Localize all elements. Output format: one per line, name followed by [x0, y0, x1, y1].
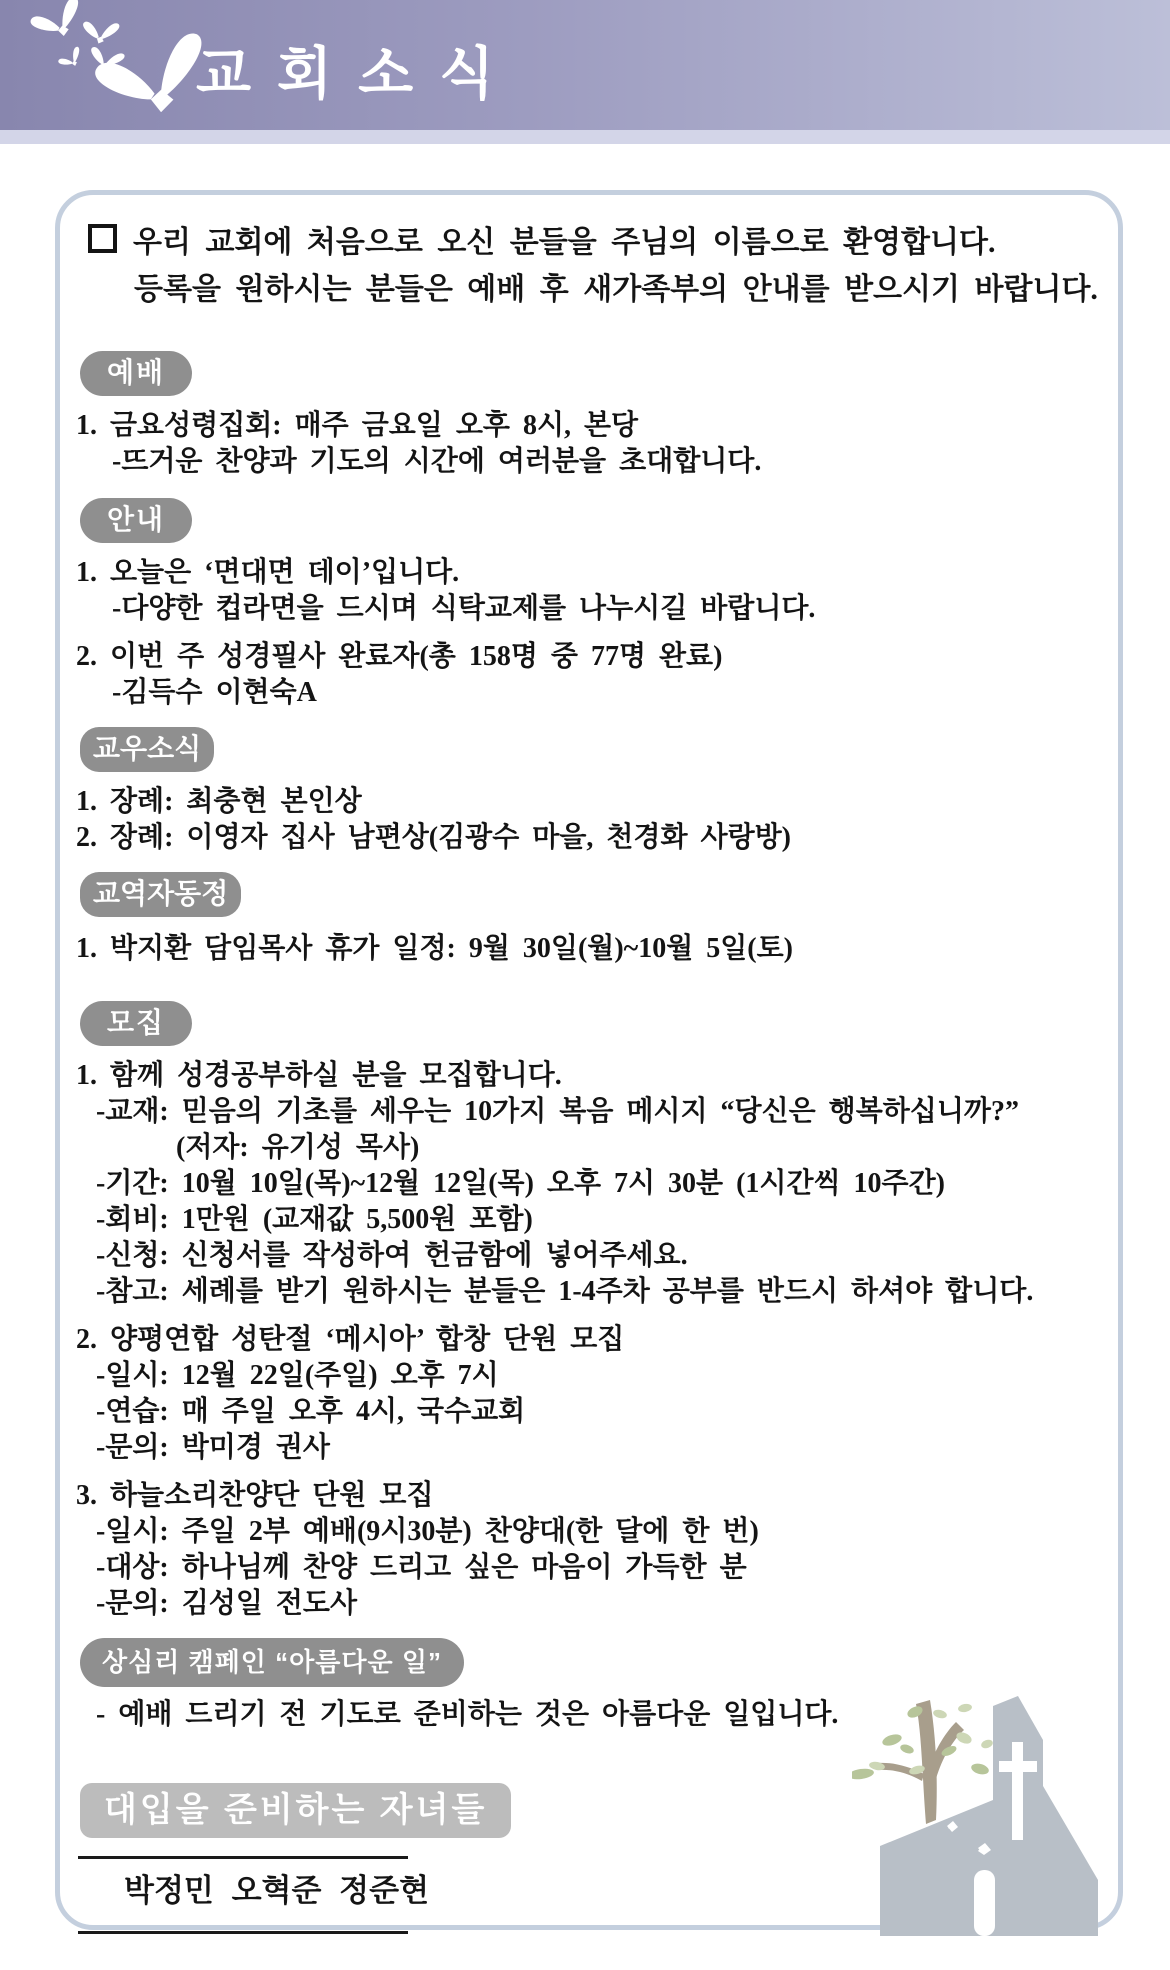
- masthead-banner: [0, 0, 1170, 130]
- recruit-item-2: 2. 양평연합 성탄절 ‘메시아’ 합창 단원 모집: [76, 1324, 625, 1355]
- section-badge-clergy: 교역자동정: [80, 872, 241, 917]
- section-badge-recruit: 모집: [80, 1001, 192, 1046]
- recruit-item-3-sub: -대상: 하나님께 찬양 드리고 싶은 마음이 가득한 분: [96, 1552, 747, 1583]
- recruit-item-1-sub: -기간: 10월 10일(목)~12월 12일(목) 오후 7시 30분 (1시간씩 10주간): [96, 1168, 945, 1199]
- info-item-1: 1. 오늘은 ‘면대면 데이’입니다.: [76, 557, 460, 588]
- info-item-2: 2. 이번 주 성경필사 완료자(총 158명 중 77명 완료): [76, 641, 723, 672]
- section-badge-member-news: 교우소식: [80, 727, 214, 772]
- recruit-item-1-sub: (저자: 유기성 목사): [176, 1132, 420, 1163]
- welcome-line-1: 우리 교회에 처음으로 오신 분들을 주님의 이름으로 환영합니다.: [88, 219, 1104, 266]
- member-news-item-2: 2. 장례: 이영자 집사 남편상(김광수 마을, 천경화 사랑방): [76, 822, 791, 853]
- page-title: 교회소식: [196, 42, 521, 106]
- campaign-line: - 예배 드리기 전 기도로 준비하는 것은 아름다운 일입니다.: [96, 1699, 839, 1730]
- info-item-2-sub: -김득수 이현숙A: [112, 677, 317, 708]
- student-names: 박정민 오혁준 정준현: [124, 1873, 430, 1908]
- section-badge-worship: 예배: [80, 351, 192, 396]
- checkbox-bullet-icon: [88, 224, 117, 253]
- recruit-item-3-sub: -일시: 주일 2부 예배(9시30분) 찬양대(한 달에 한 번): [96, 1516, 759, 1547]
- section-badge-students: 대입을 준비하는 자녀들: [80, 1783, 511, 1838]
- church-tree-illustration: [852, 1678, 1114, 1938]
- bulletin-box: [55, 190, 1123, 1930]
- church-door: [974, 1870, 995, 1936]
- masthead-strip: [0, 130, 1170, 144]
- divider-line-top: [78, 1856, 408, 1859]
- recruit-item-2-sub: -문의: 박미경 권사: [96, 1432, 330, 1463]
- recruit-item-1-sub: -교재: 믿음의 기초를 세우는 10가지 복음 메시지 “당신은 행복하십니까?”: [96, 1096, 1019, 1127]
- worship-item-1-sub: -뜨거운 찬양과 기도의 시간에 여러분을 초대합니다.: [112, 446, 762, 477]
- recruit-item-2-sub: -연습: 매 주일 오후 4시, 국수교회: [96, 1396, 526, 1427]
- clergy-item-1: 1. 박지환 담임목사 휴가 일정: 9월 30일(월)~10월 5일(토): [76, 933, 793, 964]
- recruit-item-1-sub: -참고: 세례를 받기 원하시는 분들은 1-4주차 공부를 반드시 하셔야 합니다.: [96, 1276, 1034, 1307]
- divider-line-bottom: [78, 1931, 408, 1934]
- welcome-notice: [88, 219, 1104, 313]
- recruit-item-3-sub: -문의: 김성일 전도사: [96, 1588, 358, 1619]
- member-news-item-1: 1. 장례: 최충현 본인상: [76, 786, 362, 817]
- worship-item-1: 1. 금요성령집회: 매주 금요일 오후 8시, 본당: [76, 410, 639, 441]
- recruit-item-1-sub: -신청: 신청서를 작성하여 헌금함에 넣어주세요.: [96, 1240, 688, 1271]
- section-badge-info: 안내: [80, 498, 192, 543]
- welcome-line-2: 등록을 원하시는 분들은 예배 후 새가족부의 안내를 받으시기 바랍니다.: [134, 273, 1098, 306]
- info-item-1-sub: -다양한 컵라면을 드시며 식탁교제를 나누시길 바랍니다.: [112, 593, 816, 624]
- recruit-item-3: 3. 하늘소리찬양단 단원 모집: [76, 1480, 434, 1511]
- recruit-item-1: 1. 함께 성경공부하실 분을 모집합니다.: [76, 1060, 562, 1091]
- section-badge-campaign: 상심리 캠페인 “아름다운 일”: [80, 1638, 464, 1687]
- recruit-item-1-sub: -회비: 1만원 (교재값 5,500원 포함): [96, 1204, 533, 1235]
- recruit-item-2-sub: -일시: 12월 22일(주일) 오후 7시: [96, 1360, 499, 1391]
